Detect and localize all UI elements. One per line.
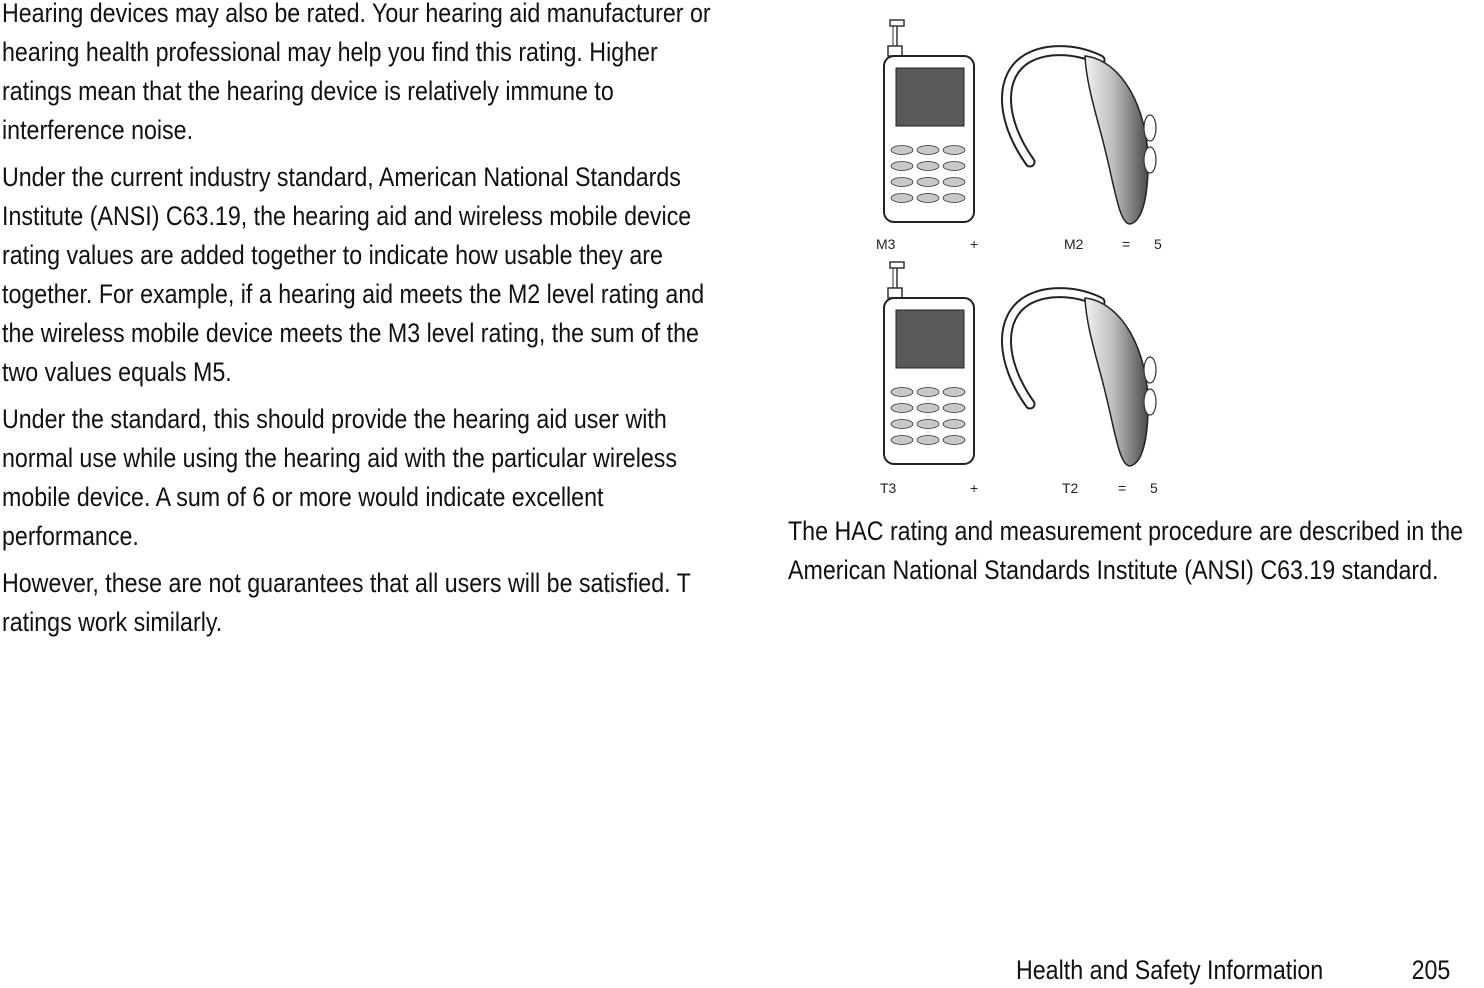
hearing-aid-icon (1006, 293, 1156, 466)
label-sum: 5 (1150, 480, 1158, 496)
page-footer (1016, 952, 1451, 988)
row-m-illustration (884, 20, 1156, 224)
label-phone-m3: M3 (876, 236, 896, 252)
label-aid-t2: T2 (1062, 480, 1079, 496)
label-equals: = (1118, 480, 1127, 496)
row-t-illustration (884, 262, 1156, 466)
paragraph-hac-procedure: The HAC rating and measurement procedure are described in the American National Standards Institute (ANSI) C63.19 standard. (788, 516, 1464, 585)
mobile-phone-icon (884, 20, 974, 222)
paragraph-normal-use: Under the standard, this should provide the hearing aid user with normal use while using the hearing aid with the particular wireless mobile device. A sum of 6 or more would indicate excellent performance. (2, 404, 678, 551)
paragraph-ansi-standard: Under the current industry standard, American National Standards Institute (ANSI) C63.19, the hearing aid and wireless mobile device rating values are added together to indicate how usable they are together. For example, if a hearing aid meets the M2 level rating and the wireless mobile device meets the M3 level rating, the sum of the two values equals M5. (2, 162, 705, 387)
paragraph-guarantees: However, these are not guarantees that all users will be satisfied. T ratings work similarly. (2, 568, 691, 637)
label-sum: 5 (1154, 236, 1162, 252)
footer-section-title: Health and Safety Information (1016, 955, 1324, 985)
label-phone-t3: T3 (880, 480, 897, 496)
right-column (788, 512, 1484, 598)
label-equals: = (1122, 236, 1131, 252)
label-plus: + (970, 480, 979, 496)
hac-rating-figure (860, 10, 1190, 500)
paragraph-hearing-rating: Hearing devices may also be rated. Your hearing aid manufacturer or hearing health professional may help you find this rating. Higher ratings mean that the hearing device is relatively immune to interference noise. (2, 0, 711, 145)
mobile-phone-icon (884, 262, 974, 464)
hearing-aid-icon (1006, 51, 1156, 224)
hac-illustration (860, 10, 1190, 500)
page-number: 205 (1411, 955, 1451, 985)
label-plus: + (970, 236, 979, 252)
label-aid-m2: M2 (1064, 236, 1084, 252)
left-column (2, 0, 712, 650)
